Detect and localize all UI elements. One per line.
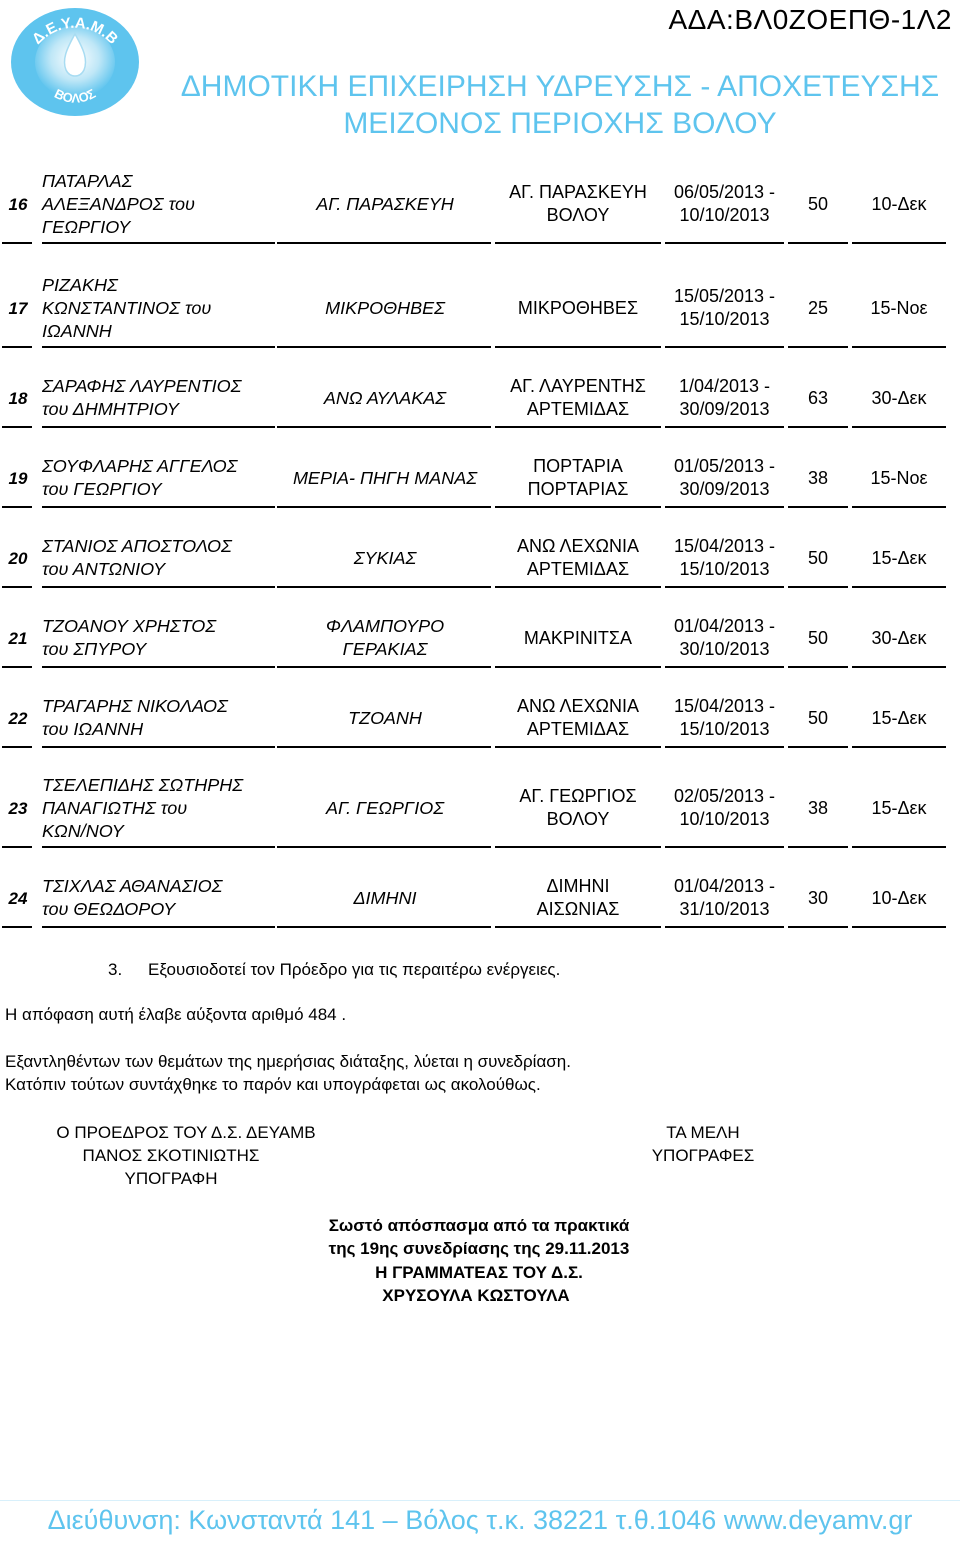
holder-name-line: ΡΙΖΑΚΗΣ: [42, 274, 118, 295]
table-row: [0, 612, 960, 664]
area-cell: [277, 272, 493, 344]
table-row: [0, 872, 960, 924]
date-cell: 15-Δεκ: [871, 797, 927, 818]
holder-name-line: ΚΩΝ/ΝΟΥ: [42, 820, 124, 841]
row-underline: [788, 926, 848, 928]
period-cell-line: 30/10/2013: [679, 639, 770, 659]
row-underline: [277, 426, 491, 428]
period-cell-line: 15/10/2013: [679, 719, 770, 739]
count-cell: 38: [807, 797, 829, 818]
row-number: 20: [8, 548, 28, 568]
row-underline: [852, 586, 946, 588]
deyamv-logo: [6, 4, 144, 116]
organization-title: ΔΗΜΟΤΙΚΗ ΕΠΙΧΕΙΡΗΣΗ ΥΔΡΕΥΣΗΣ - ΑΠΟΧΕΤΕΥΣΗΣ: [180, 70, 940, 103]
row-number: 21: [8, 628, 28, 648]
place-cell-line: ΑΡΤΕΜΙΔΑΣ: [526, 559, 630, 579]
row-underline: [788, 586, 848, 588]
place-cell-line: ΑΡΤΕΜΙΔΑΣ: [526, 719, 630, 739]
count-cell: 50: [807, 707, 829, 728]
holder-name: [42, 532, 277, 584]
table-row: [0, 772, 960, 844]
row-underline: [852, 666, 946, 668]
date-cell: 15-Νοε: [870, 297, 928, 318]
row-number: 19: [8, 468, 28, 488]
period-cell: [663, 772, 786, 844]
table-row: [0, 452, 960, 504]
place-cell-line: ΑΓ. ΓΕΩΡΓΙΟΣ: [519, 786, 637, 806]
closing-text-2: Κατόπιν τούτων συντάχθηκε το παρόν και υπογράφεται ως ακολούθως.: [5, 1075, 541, 1094]
row-underline: [495, 666, 661, 668]
holder-name-line: ΤΣΙΧΛΑΣ ΑΘΑΝΑΣΙΟΣ: [42, 876, 223, 896]
row-number: 18: [8, 388, 28, 408]
row-number: 24: [8, 888, 28, 908]
place-cell: [493, 452, 663, 504]
president-signature-label: ΥΠΟΓΡΑΦΗ: [124, 1169, 218, 1188]
row-underline: [852, 926, 946, 928]
row-number: 17: [8, 298, 28, 318]
period-cell-line: 10/10/2013: [679, 809, 770, 829]
period-cell-line: 02/05/2013 -: [673, 786, 776, 806]
row-underline: [42, 666, 275, 668]
period-cell: [663, 872, 786, 924]
count-cell: 25: [807, 297, 829, 318]
row-underline: [788, 506, 848, 508]
period-cell-line: 15/05/2013 -: [673, 286, 776, 306]
row-underline: [277, 926, 491, 928]
place-cell: [493, 772, 663, 844]
holder-name-line: ΠΑΤΑΡΛΑΣ: [42, 170, 133, 191]
ada-code: ΑΔΑ:ΒΛ0ΖΟΕΠΘ-1Λ2: [668, 4, 952, 35]
area-cell-line: ΑΓ. ΠΑΡΑΣΚΕΥΗ: [316, 193, 454, 214]
row-underline: [2, 926, 32, 928]
area-cell-line: ΦΛΑΜΠΟΥΡΟ: [325, 616, 445, 636]
period-cell-line: 15/04/2013 -: [673, 696, 776, 716]
place-cell-line: ΜΙΚΡΟΘΗΒΕΣ: [517, 297, 639, 318]
holder-name-line: του ΙΩΑΝΝΗ: [42, 719, 144, 739]
period-cell-line: 01/04/2013 -: [673, 616, 776, 636]
holder-name: [42, 272, 277, 344]
organization-subtitle: ΜΕΙΖΟΝΟΣ ΠΕΡΙΟΧΗΣ ΒΟΛΟΥ: [343, 107, 777, 140]
place-cell: [493, 692, 663, 744]
footer-divider: [0, 1500, 960, 1501]
row-underline: [42, 242, 275, 244]
row-underline: [277, 242, 491, 244]
row-underline: [788, 746, 848, 748]
count-cell: 50: [807, 627, 829, 648]
row-underline: [665, 586, 784, 588]
period-cell: [663, 372, 786, 424]
row-underline: [277, 506, 491, 508]
row-underline: [495, 926, 661, 928]
holder-name-line: του ΓΕΩΡΓΙΟΥ: [42, 479, 162, 499]
place-cell-line: ΒΟΛΟΥ: [546, 205, 610, 225]
logo-bottom-text: ΒΟΛΟΣ: [52, 85, 98, 106]
row-underline: [495, 586, 661, 588]
date-cell: 15-Δεκ: [871, 707, 927, 728]
place-cell: [493, 612, 663, 664]
row-underline: [495, 846, 661, 848]
table-row: [0, 272, 960, 344]
period-cell-line: 10/10/2013: [679, 205, 770, 225]
row-underline: [2, 346, 32, 348]
row-underline: [665, 926, 784, 928]
row-underline: [852, 506, 946, 508]
holder-name-line: ΣΑΡΑΦΗΣ ΛΑΥΡΕΝΤΙΟΣ: [42, 376, 242, 396]
table-row: [0, 168, 960, 240]
row-underline: [2, 426, 32, 428]
area-cell: [277, 168, 493, 240]
period-cell-line: 15/10/2013: [679, 559, 770, 579]
place-cell-line: ΠΟΡΤΑΡΙΑ: [533, 456, 623, 476]
closing-text-1: Εξαντληθέντων των θεμάτων της ημερήσιας διάταξης, λύεται η συνεδρίαση.: [5, 1052, 571, 1071]
row-underline: [665, 506, 784, 508]
period-cell-line: 01/04/2013 -: [673, 876, 776, 896]
table-row: [0, 372, 960, 424]
president-name: ΠΑΝΟΣ ΣΚΟΤΙΝΙΩΤΗΣ: [82, 1146, 260, 1165]
holder-name-line: ΣΟΥΦΛΑΡΗΣ ΑΓΓΕΛΟΣ: [42, 456, 238, 476]
row-underline: [277, 586, 491, 588]
holder-name: [42, 372, 277, 424]
row-underline: [665, 346, 784, 348]
area-cell-line: ΓΕΡΑΚΙΑΣ: [342, 639, 428, 659]
place-cell: [493, 872, 663, 924]
date-cell: 15-Δεκ: [871, 547, 927, 568]
holder-name-line: ΙΩΑΝΝΗ: [42, 320, 112, 341]
date-cell: 10-Δεκ: [871, 193, 927, 214]
period-cell: [663, 272, 786, 344]
area-cell-line: ΑΝΩ ΑΥΛΑΚΑΣ: [323, 387, 447, 408]
row-underline: [42, 426, 275, 428]
period-cell: [663, 168, 786, 240]
holder-name-line: του ΔΗΜΗΤΡΙΟΥ: [42, 399, 179, 419]
row-underline: [852, 346, 946, 348]
row-underline: [2, 846, 32, 848]
row-underline: [788, 346, 848, 348]
row-underline: [42, 846, 275, 848]
area-cell: [277, 372, 493, 424]
place-cell-line: ΑΓ. ΛΑΥΡΕΝΤΗΣ: [510, 376, 646, 396]
row-underline: [852, 746, 946, 748]
date-cell: 30-Δεκ: [871, 627, 927, 648]
row-underline: [495, 746, 661, 748]
period-cell-line: 30/09/2013: [679, 479, 770, 499]
row-underline: [277, 666, 491, 668]
place-cell: [493, 532, 663, 584]
place-cell: [493, 168, 663, 240]
holder-name: [42, 452, 277, 504]
place-cell-line: ΠΟΡΤΑΡΙΑΣ: [527, 479, 629, 499]
period-cell: [663, 612, 786, 664]
period-cell-line: 1/04/2013 -: [678, 376, 771, 396]
row-underline: [788, 846, 848, 848]
row-underline: [2, 666, 32, 668]
row-underline: [495, 426, 661, 428]
place-cell: [493, 372, 663, 424]
holder-name: [42, 612, 277, 664]
period-cell-line: 30/09/2013: [679, 399, 770, 419]
row-underline: [852, 426, 946, 428]
table-row: [0, 532, 960, 584]
period-cell: [663, 692, 786, 744]
holder-name-line: του ΣΠΥΡΟΥ: [42, 639, 147, 659]
holder-name: [42, 168, 277, 240]
row-number: 16: [8, 194, 28, 214]
period-cell-line: 31/10/2013: [679, 899, 770, 919]
row-underline: [277, 746, 491, 748]
area-cell-line: ΣΥΚΙΑΣ: [353, 547, 417, 568]
area-cell: [277, 452, 493, 504]
holder-name: [42, 692, 277, 744]
secretary-title: Η ΓΡΑΜΜΑΤΕΑΣ ΤΟΥ Δ.Σ.: [375, 1263, 583, 1282]
row-underline: [665, 666, 784, 668]
period-cell-line: 06/05/2013 -: [673, 182, 776, 202]
item-3-text: Εξουσιοδοτεί τον Πρόεδρο για τις περαιτέρω ενέργειες.: [148, 960, 561, 979]
count-cell: 38: [807, 467, 829, 488]
row-underline: [495, 506, 661, 508]
row-underline: [788, 242, 848, 244]
row-underline: [2, 586, 32, 588]
row-underline: [665, 242, 784, 244]
holder-name-line: ΓΕΩΡΓΙΟΥ: [42, 216, 131, 237]
area-cell-line: ΔΙΜΗΝΙ: [353, 887, 417, 908]
holder-name-line: ΚΩΝΣΤΑΝΤΙΝΟΣ του: [42, 297, 212, 318]
count-cell: 50: [807, 547, 829, 568]
area-cell: [277, 692, 493, 744]
period-cell-line: 15/10/2013: [679, 309, 770, 329]
count-cell: 63: [807, 387, 829, 408]
date-cell: 15-Νοε: [870, 467, 928, 488]
holder-name-line: ΤΣΕΛΕΠΙΔΗΣ ΣΩΤΗΡΗΣ: [42, 774, 243, 795]
row-underline: [852, 242, 946, 244]
place-cell-line: ΒΟΛΟΥ: [546, 809, 610, 829]
area-cell-line: ΜΕΡΙΑ- ΠΗΓΗ ΜΑΝΑΣ: [292, 467, 478, 488]
row-underline: [277, 346, 491, 348]
period-cell-line: 15/04/2013 -: [673, 536, 776, 556]
holder-name-line: ΑΛΕΞΑΝΔΡΟΣ του: [42, 193, 195, 214]
holder-name-line: ΣΤΑΝΙΟΣ ΑΠΟΣΤΟΛΟΣ: [42, 536, 232, 556]
row-underline: [495, 242, 661, 244]
decision-number-text: Η απόφαση αυτή έλαβε αύξοντα αριθμό 484 .: [5, 1005, 347, 1024]
row-underline: [277, 846, 491, 848]
members-title: ΤΑ ΜΕΛΗ: [666, 1123, 740, 1142]
area-cell: [277, 612, 493, 664]
count-cell: 30: [807, 887, 829, 908]
row-number: 22: [8, 708, 28, 728]
footer-address: Διεύθυνση: Κωνσταντά 141 – Βόλος τ.κ. 38221 τ.θ.1046 www.deyamv.gr: [47, 1505, 913, 1535]
row-underline: [42, 926, 275, 928]
place-cell-line: ΑΡΤΕΜΙΔΑΣ: [526, 399, 630, 419]
table-row: [0, 692, 960, 744]
area-cell-line: ΑΓ. ΓΕΩΡΓΙΟΣ: [325, 797, 444, 818]
date-cell: 10-Δεκ: [871, 887, 927, 908]
row-underline: [665, 426, 784, 428]
secretary-name: ΧΡΥΣΟΥΛΑ ΚΩΣΤΟΥΛΑ: [382, 1286, 570, 1305]
row-underline: [42, 346, 275, 348]
certification-line-1: Σωστό απόσπασμα από τα πρακτικά: [328, 1216, 630, 1235]
row-underline: [2, 746, 32, 748]
row-underline: [42, 746, 275, 748]
row-underline: [2, 242, 32, 244]
holder-name-line: ΤΡΑΓΑΡΗΣ ΝΙΚΟΛΑΟΣ: [42, 696, 228, 716]
row-underline: [788, 666, 848, 668]
holder-name: [42, 872, 277, 924]
holder-name-line: ΤΖΟΑΝΟΥ ΧΡΗΣΤΟΣ: [42, 616, 217, 636]
president-title: Ο ΠΡΟΕΔΡΟΣ ΤΟΥ Δ.Σ. ΔΕΥΑΜΒ: [56, 1123, 316, 1142]
period-cell: [663, 532, 786, 584]
place-cell-line: ΑΝΩ ΛΕΧΩΝΙΑ: [517, 696, 639, 716]
row-number: 23: [8, 798, 28, 818]
members-signature-label: ΥΠΟΓΡΑΦΕΣ: [651, 1146, 755, 1165]
place-cell-line: ΑΝΩ ΛΕΧΩΝΙΑ: [517, 536, 639, 556]
holder-name-line: του ΑΝΤΩΝΙΟΥ: [42, 559, 166, 579]
place-cell-line: ΑΓ. ΠΑΡΑΣΚΕΥΗ: [509, 182, 647, 202]
area-cell: [277, 532, 493, 584]
holder-name: [42, 772, 277, 844]
row-underline: [495, 346, 661, 348]
row-underline: [2, 506, 32, 508]
row-underline: [665, 846, 784, 848]
place-cell-line: ΔΙΜΗΝΙ: [546, 876, 610, 896]
area-cell: [277, 872, 493, 924]
certification-line-2: της 19ης συνεδρίασης της 29.11.2013: [328, 1239, 630, 1258]
area-cell: [277, 772, 493, 844]
period-cell-line: 01/05/2013 -: [673, 456, 776, 476]
place-cell: [493, 272, 663, 344]
period-cell: [663, 452, 786, 504]
logo-top-text: Δ.Ε.Υ.Α.Μ.Β: [28, 14, 122, 48]
area-cell-line: ΤΖΟΑΝΗ: [348, 707, 422, 728]
holder-name-line: του ΘΕΩΔΟΡΟΥ: [42, 899, 176, 919]
place-cell-line: ΑΙΣΩΝΙΑΣ: [536, 899, 620, 919]
item-3-number: 3.: [108, 960, 123, 979]
row-underline: [42, 586, 275, 588]
row-underline: [665, 746, 784, 748]
row-underline: [852, 846, 946, 848]
date-cell: 30-Δεκ: [871, 387, 927, 408]
holder-name-line: ΠΑΝΑΓΙΩΤΗΣ του: [42, 797, 188, 818]
place-cell-line: ΜΑΚΡΙΝΙΤΣΑ: [523, 627, 633, 648]
count-cell: 50: [807, 193, 829, 214]
row-underline: [788, 426, 848, 428]
area-cell-line: ΜΙΚΡΟΘΗΒΕΣ: [325, 297, 445, 318]
row-underline: [42, 506, 275, 508]
